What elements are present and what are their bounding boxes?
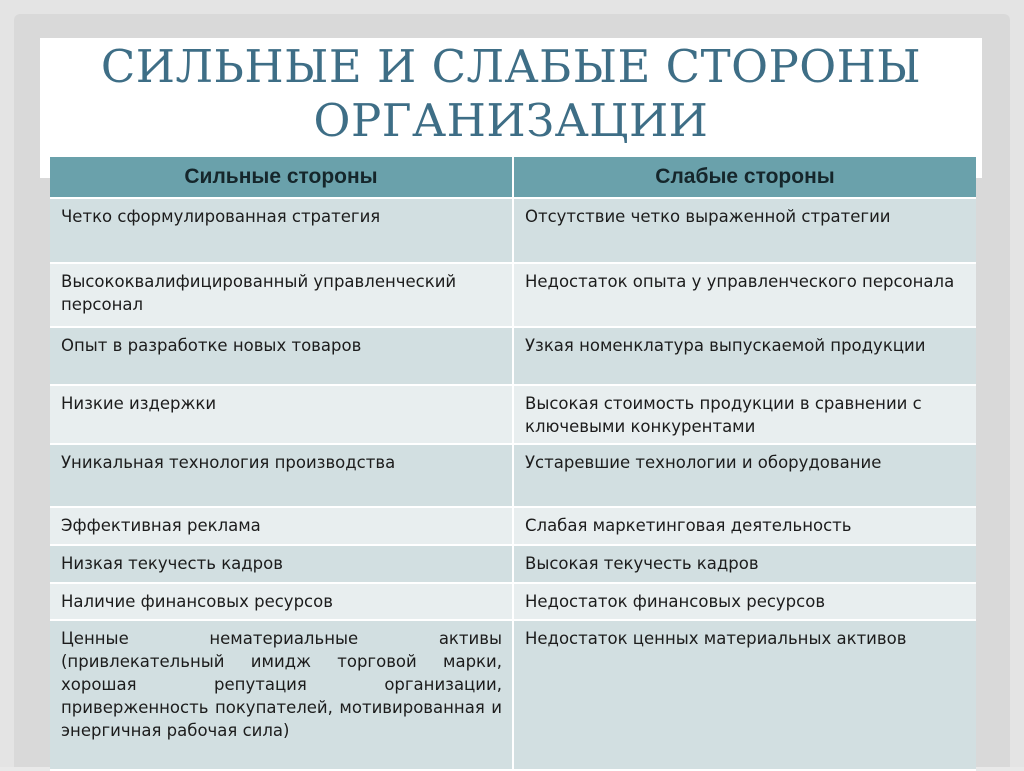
- weakness-cell: Слабая маркетинговая деятельность: [513, 507, 976, 545]
- table-row: [50, 263, 976, 327]
- weakness-cell: Недостаток ценных материальных активов: [513, 620, 976, 770]
- table-row: [50, 198, 976, 263]
- slide-title-line-2: ОРГАНИЗАЦИИ: [313, 94, 709, 147]
- header-strengths: Сильные стороны: [50, 157, 513, 198]
- weakness-cell: Высокая стоимость продукции в сравнении с ключевыми конкурентами: [513, 385, 976, 444]
- table-row: [50, 507, 976, 545]
- strength-cell: Уникальная технология производства: [50, 444, 513, 507]
- table-header-row: [50, 157, 976, 198]
- strength-cell: Низкая текучесть кадров: [50, 545, 513, 583]
- strength-cell: Высококвалифицированный управленческий персонал: [50, 263, 513, 327]
- strength-cell: Наличие финансовых ресурсов: [50, 583, 513, 620]
- weakness-cell: Высокая текучесть кадров: [513, 545, 976, 583]
- slide-title-line-1: СИЛЬНЫЕ И СЛАБЫЕ СТОРОНЫ: [100, 40, 922, 93]
- strength-cell: Опыт в разработке новых товаров: [50, 327, 513, 385]
- weakness-cell: Узкая номенклатура выпускаемой продукции: [513, 327, 976, 385]
- strength-cell: Ценные нематериальные активы (привлекательный имидж торговой марки, хорошая репутация организации, приверженность покупателей, мотивированная и энергичная рабочая сила): [50, 620, 513, 770]
- strength-cell: Четко сформулированная стратегия: [50, 198, 513, 263]
- weakness-cell: Недостаток опыта у управленческого персонала: [513, 263, 976, 327]
- strengths-weaknesses-table: [50, 157, 976, 771]
- header-weaknesses: Слабые стороны: [513, 157, 976, 198]
- strength-cell: Эффективная реклама: [50, 507, 513, 545]
- table-row: [50, 444, 976, 507]
- table-row: [50, 385, 976, 444]
- weakness-cell: Отсутствие четко выраженной стратегии: [513, 198, 976, 263]
- table-row: [50, 327, 976, 385]
- strength-cell: Низкие издержки: [50, 385, 513, 444]
- table-row: [50, 620, 976, 770]
- table-row: [50, 583, 976, 620]
- table-row: [50, 545, 976, 583]
- weakness-cell: Устаревшие технологии и оборудование: [513, 444, 976, 507]
- slide-title: [40, 40, 982, 148]
- weakness-cell: Недостаток финансовых ресурсов: [513, 583, 976, 620]
